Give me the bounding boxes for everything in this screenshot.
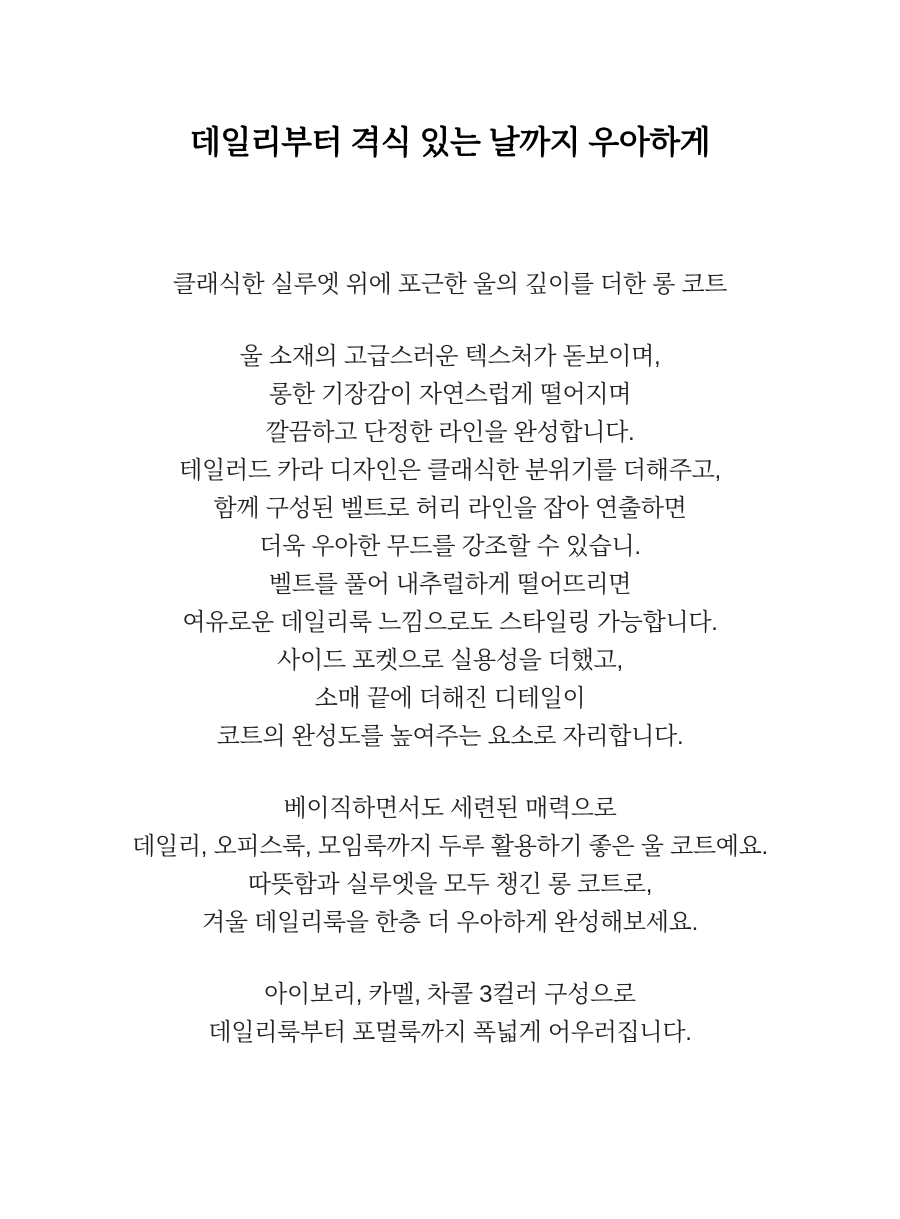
paragraph-details <box>0 338 900 756</box>
text-line: 벨트를 풀어 내추럴하게 떨어뜨리면 <box>268 571 632 598</box>
text-line: 함께 구성된 벨트로 허리 라인을 잡아 연출하면 <box>213 495 687 522</box>
text-line: 소매 끝에 더해진 디테일이 <box>314 685 586 712</box>
text-line: 따뜻함과 실루엣을 모두 챙긴 롱 코트로, <box>247 871 653 898</box>
paragraph-styling <box>0 790 900 942</box>
page-title: 데일리부터 격식 있는 날까지 우아하게 <box>189 124 711 160</box>
text-line: 겨울 데일리룩을 한층 더 우아하게 완성해보세요. <box>202 909 698 936</box>
text-line: 깔끔하고 단정한 라인을 완성합니다. <box>265 419 635 446</box>
text-line: 사이드 포켓으로 실용성을 더했고, <box>277 647 623 674</box>
text-line: 롱한 기장감이 자연스럽게 떨어지며 <box>268 381 632 408</box>
text-line: 테일러드 카라 디자인은 클래식한 분위기를 더해주고, <box>179 457 721 484</box>
text-line: 아이보리, 카멜, 차콜 3컬러 구성으로 <box>264 981 636 1008</box>
text-line: 베이직하면서도 세련된 매력으로 <box>283 795 617 822</box>
paragraph-intro <box>0 266 900 304</box>
text-line: 코트의 완성도를 높여주는 요소로 자리합니다. <box>216 723 684 750</box>
text-line: 울 소재의 고급스러운 텍스처가 돋보이며, <box>239 343 661 370</box>
text-line: 여유로운 데일리룩 느낌으로도 스타일링 가능합니다. <box>182 609 718 636</box>
description-text <box>0 266 900 1052</box>
text-line: 클래식한 실루엣 위에 포근한 울의 깊이를 더한 롱 코트 <box>172 271 728 298</box>
text-line: 더욱 우아한 무드를 강조할 수 있습니. <box>259 533 641 560</box>
paragraph-colors <box>0 976 900 1052</box>
text-line: 데일리룩부터 포멀룩까지 폭넓게 어우러집니다. <box>208 1019 692 1046</box>
text-line: 데일리, 오피스룩, 모임룩까지 두루 활용하기 좋은 울 코트예요. <box>132 833 768 860</box>
